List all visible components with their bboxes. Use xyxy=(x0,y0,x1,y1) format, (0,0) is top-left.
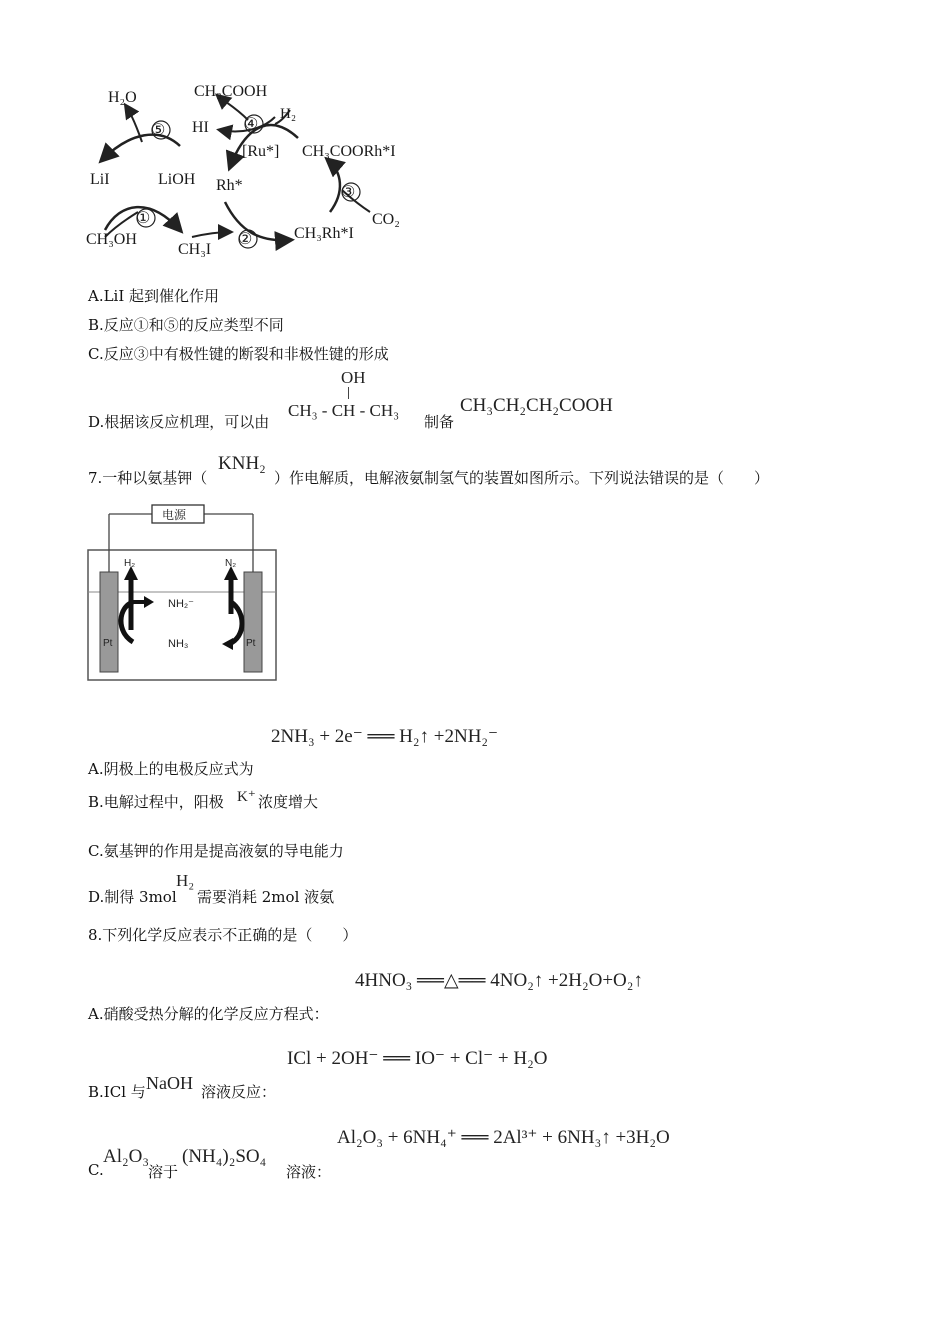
label-h2o: H₂O xyxy=(108,89,137,106)
q7-stem-suffix: ）作电解质，电解液氨制氢气的装置如图所示。下列说法错误的是（ ） xyxy=(274,469,770,487)
q7-option-d-formula: H₂ xyxy=(176,871,195,890)
label-ch3i: CH₃I xyxy=(178,241,212,258)
q7-equation-a: 2NH₃ + 2e⁻ ══ H₂↑ +2NH₂⁻ xyxy=(271,726,499,747)
solvent-label: NH₃ xyxy=(168,638,189,650)
q6-option-c: C.反应③中有极性键的断裂和非极性键的形成 xyxy=(88,345,389,363)
step-3-label: ③ xyxy=(341,184,356,201)
label-ch3rh: CH₃Rh*I xyxy=(294,225,354,242)
q8-option-b-formula: NaOH xyxy=(146,1073,193,1093)
q8-equation-b: ICl + 2OH⁻ ══ IO⁻ + Cl⁻ + H₂O xyxy=(287,1048,548,1069)
left-gas-label: H₂ xyxy=(124,558,136,569)
q8-option-c-mid: 溶于 xyxy=(148,1163,179,1181)
catalytic-cycle-diagram xyxy=(80,72,430,267)
label-ch3coorh: CH₃COORh*I xyxy=(302,143,396,160)
q6-option-d-bond xyxy=(348,387,349,399)
q8-option-c-prefix: C. xyxy=(88,1161,104,1179)
q8-stem: 8.下列化学反应表示不正确的是（ ） xyxy=(88,926,358,944)
q8-option-c-formula1: Al₂O₃ xyxy=(103,1146,149,1167)
power-label: 电源 xyxy=(162,508,187,522)
label-rh: Rh* xyxy=(216,177,243,194)
q6-option-a: A.LiI 起到催化作用 xyxy=(88,287,220,305)
q6-option-d-prefix: D.根据该反应机理，可以由 xyxy=(88,413,270,431)
label-lioh: LiOH xyxy=(158,171,196,188)
ion-label: NH₂⁻ xyxy=(168,598,194,610)
q7-option-c: C.氨基钾的作用是提高液氨的导电能力 xyxy=(88,842,344,860)
q8-equation-a: 4HNO₃ ══△══ 4NO₂↑ +2H₂O+O₂↑ xyxy=(355,970,643,991)
q8-option-b-suffix: 溶液反应： xyxy=(201,1083,277,1101)
step-5-label: ⑤ xyxy=(151,122,166,139)
q6-option-b: B.反应①和⑤的反应类型不同 xyxy=(88,316,284,334)
step-2-label: ② xyxy=(238,231,253,248)
right-electrode-label: Pt xyxy=(246,638,256,649)
label-ru: [Ru*] xyxy=(242,143,280,160)
q7-option-d-suffix: 需要消耗 2mol 液氨 xyxy=(197,888,335,906)
label-lii: LiI xyxy=(90,171,110,188)
left-electrode-label: Pt xyxy=(103,638,113,649)
q7-option-b-suffix: 浓度增大 xyxy=(258,793,319,811)
label-ch3oh: CH₃OH xyxy=(86,231,137,248)
label-hi: HI xyxy=(192,119,209,136)
q7-option-d-prefix: D.制得 3mol xyxy=(88,888,177,906)
q7-stem-prefix: 7.一种以氨基钾（ xyxy=(88,469,208,487)
step-1-label: ① xyxy=(136,210,151,227)
q7-option-a: A.阴极上的电极反应式为 xyxy=(88,760,254,778)
label-ch3cooh: CH₃COOH xyxy=(194,83,268,100)
q6-option-d-mid: 制备 xyxy=(424,413,455,431)
q8-option-b-prefix: B.ICl 与 xyxy=(88,1083,146,1101)
q8-option-a: A.硝酸受热分解的化学反应方程式： xyxy=(88,1005,329,1023)
label-h2: H₂ xyxy=(280,106,297,122)
q8-option-c-suffix: 溶液： xyxy=(286,1163,332,1181)
q6-option-d-reactant: CH₃ - CH - CH₃ xyxy=(288,401,400,420)
label-co2: CO₂ xyxy=(372,211,400,228)
right-gas-label: N₂ xyxy=(225,558,237,569)
q6-option-d-oh: OH xyxy=(341,368,366,387)
electrolysis-apparatus xyxy=(86,502,280,684)
step-4-label: ④ xyxy=(244,116,259,133)
q8-option-c-formula2: (NH₄)₂SO₄ xyxy=(182,1146,267,1167)
q7-option-b-prefix: B.电解过程中，阳极 xyxy=(88,793,224,811)
q7-option-b-ion: K⁺ xyxy=(237,789,256,805)
q6-option-d-product: CH₃CH₂CH₂COOH xyxy=(460,395,613,416)
q7-stem-formula: KNH₂ xyxy=(218,453,266,474)
q8-equation-c: Al₂O₃ + 6NH₄⁺ ══ 2Al³⁺ + 6NH₃↑ +3H₂O xyxy=(337,1127,670,1148)
